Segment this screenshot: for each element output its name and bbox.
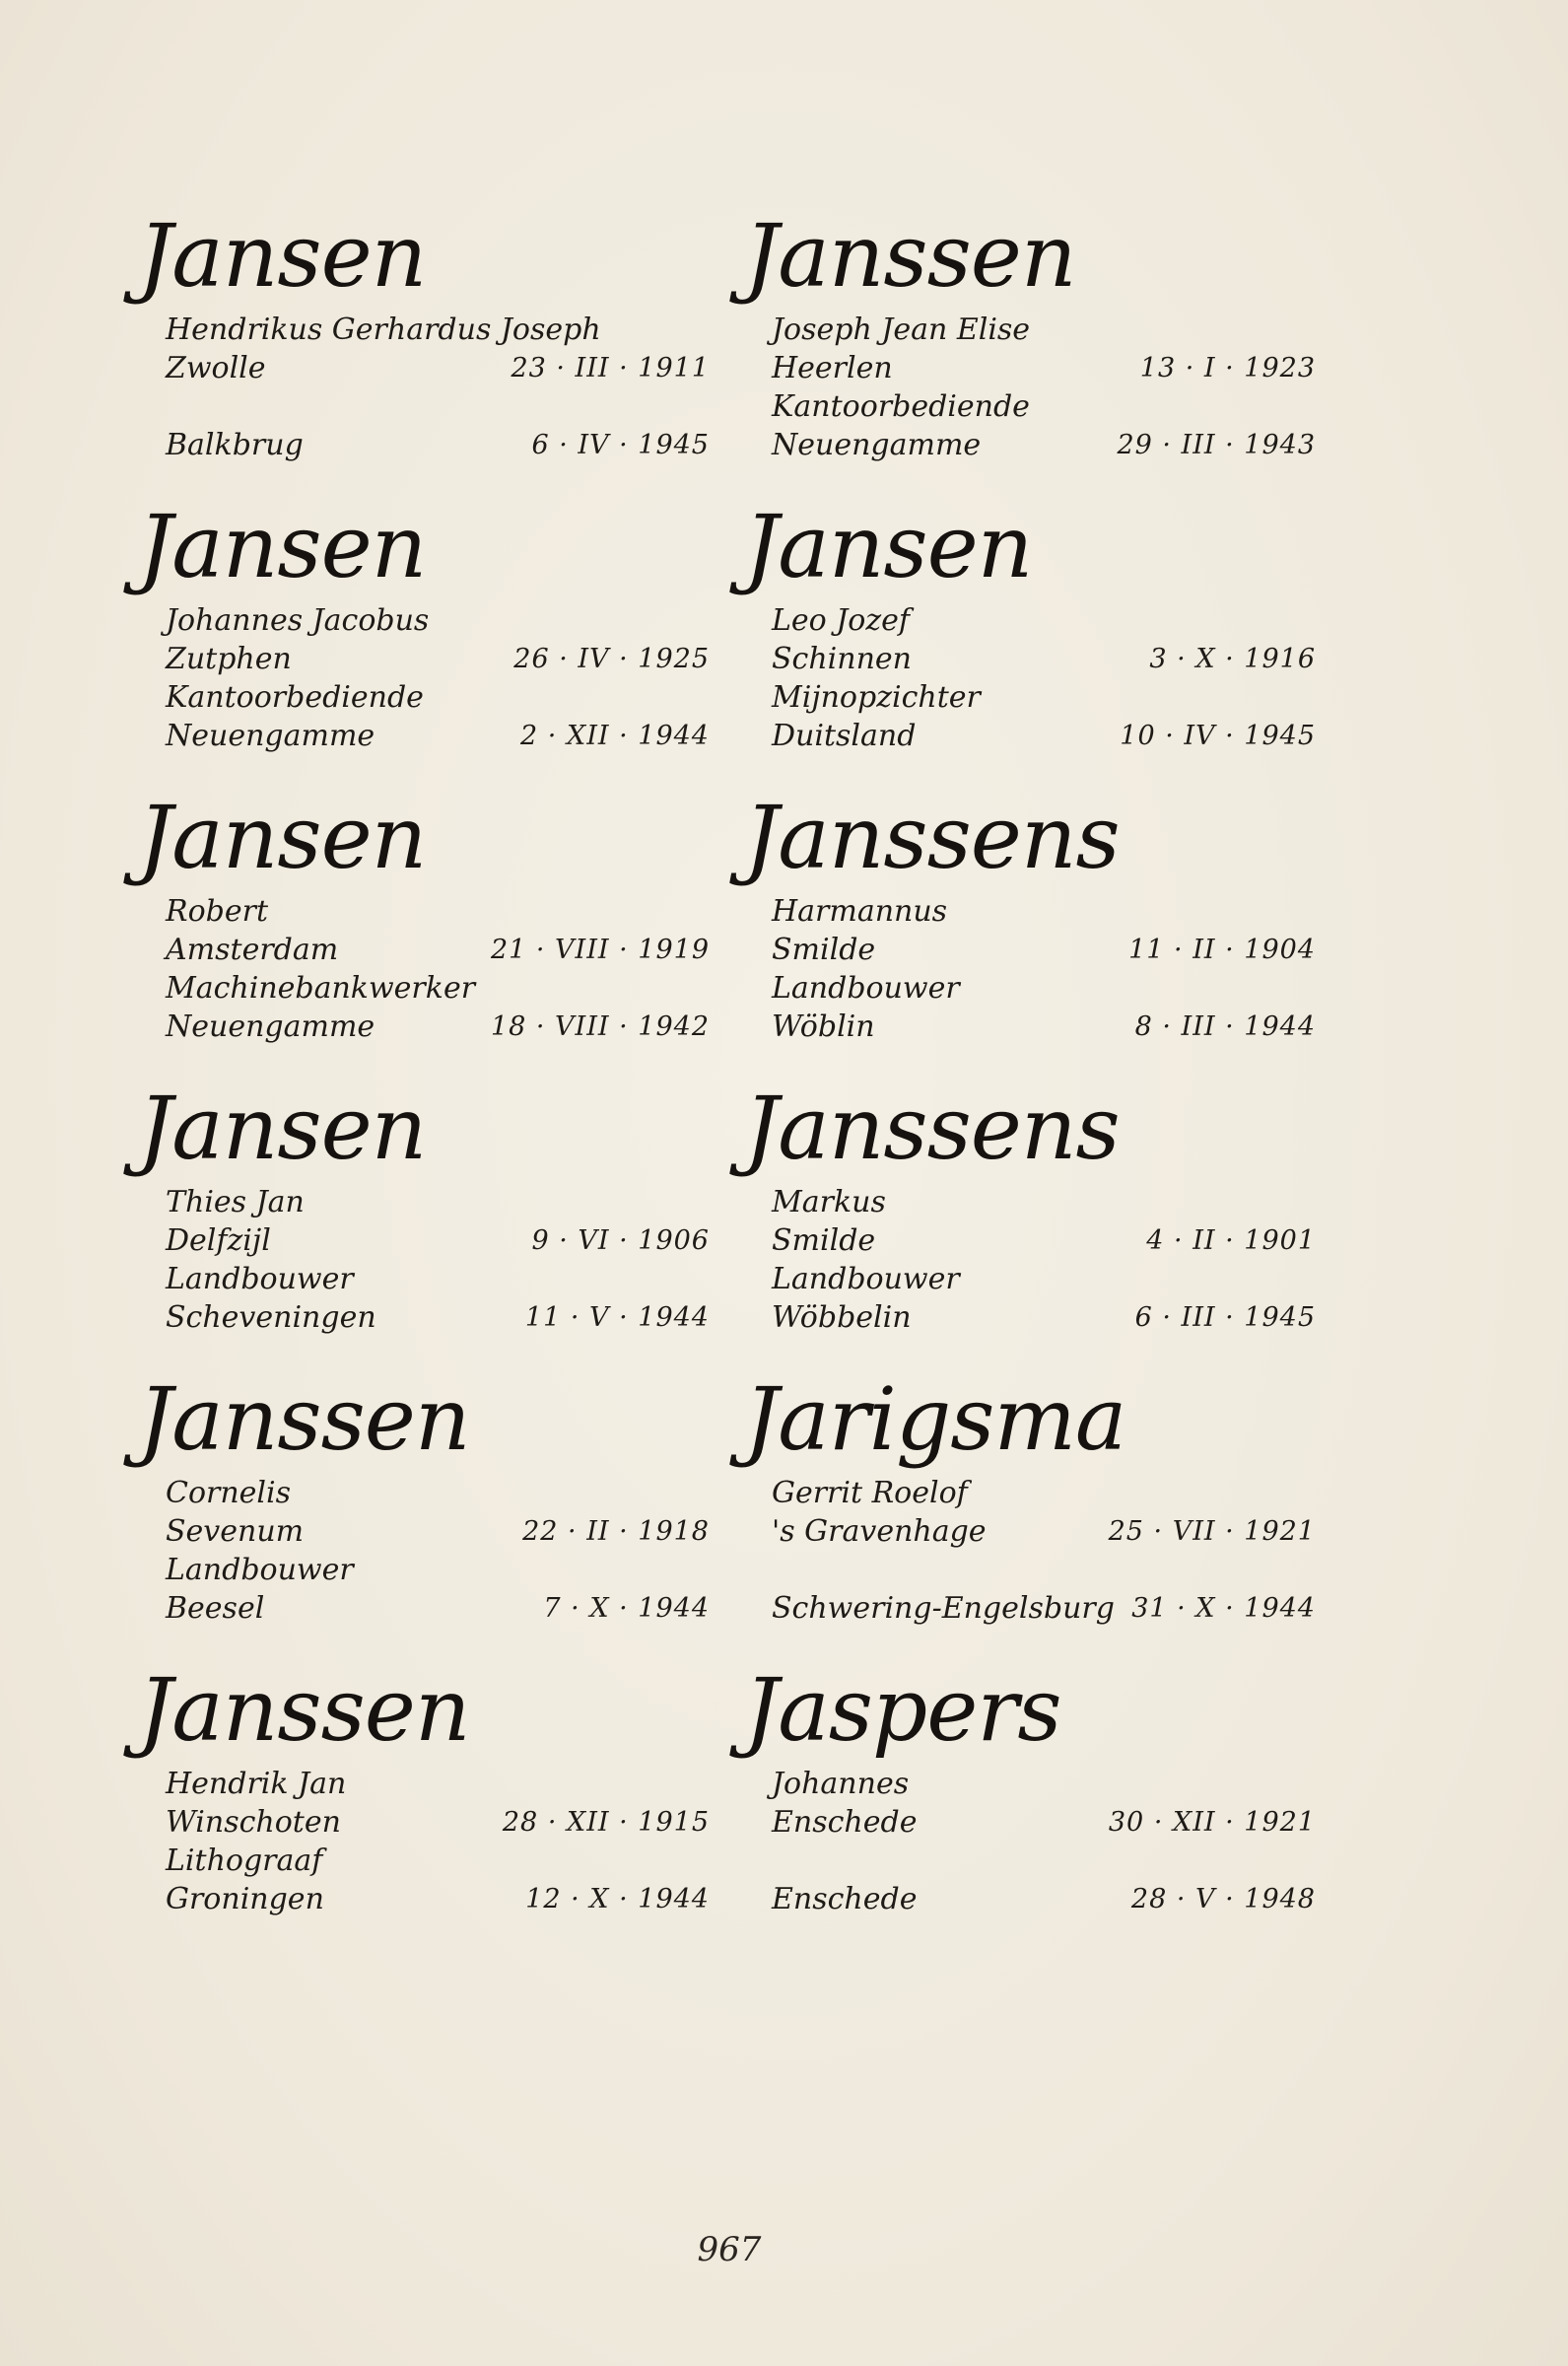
detail-line (166, 969, 710, 1008)
detail-text: Enschede (772, 1882, 918, 1916)
detail-line (166, 1474, 710, 1512)
detail-text: Sevenum (166, 1514, 305, 1549)
detail-line (772, 1008, 1316, 1046)
detail-date: 10 · IV · 1945 (1120, 721, 1316, 751)
detail-text: Harmannus (772, 894, 948, 929)
memorial-entry (744, 202, 1316, 493)
detail-text: Landbouwer (166, 1262, 354, 1296)
detail-date: 2 · XII · 1944 (520, 721, 710, 751)
detail-text: Wöblin (772, 1009, 875, 1044)
detail-text: Scheveningen (166, 1300, 376, 1335)
detail-line (772, 1298, 1316, 1337)
detail-text: Wöbbelin (772, 1300, 912, 1335)
memorial-entry (138, 1656, 710, 1947)
detail-line (772, 387, 1316, 426)
detail-text: Kantoorbediende (166, 680, 424, 715)
detail-line (772, 892, 1316, 931)
detail-line (166, 1880, 710, 1918)
detail-date: 21 · VIII · 1919 (490, 935, 710, 965)
detail-line (166, 1008, 710, 1046)
detail-text: Landbouwer (166, 1553, 354, 1587)
detail-text: Mijnopzichter (772, 680, 981, 715)
detail-text: Gerrit Roelof (772, 1476, 968, 1510)
detail-text: Smilde (772, 933, 876, 967)
detail-line (166, 1765, 710, 1803)
detail-date: 26 · IV · 1925 (513, 644, 710, 674)
memorial-entry (138, 784, 710, 1075)
surname: Janssens (744, 787, 1120, 888)
detail-line (772, 1765, 1316, 1803)
detail-line (166, 1183, 710, 1221)
detail-date: 31 · X · 1944 (1131, 1593, 1316, 1624)
detail-line (166, 1221, 710, 1260)
right-column (744, 202, 1316, 1947)
page-number: 967 (697, 2230, 762, 2269)
surname: Jansen (138, 205, 427, 307)
detail-text: Cornelis (166, 1476, 292, 1510)
detail-line (772, 1880, 1316, 1918)
surname: Jansen (138, 1078, 427, 1179)
detail-text: Winschoten (166, 1805, 341, 1840)
entry-details (772, 1183, 1316, 1337)
detail-text: Neuengamme (166, 719, 375, 753)
detail-date: 29 · III · 1943 (1117, 430, 1316, 460)
detail-line (772, 349, 1316, 387)
left-column (138, 202, 710, 1947)
surname: Janssen (138, 1368, 470, 1470)
detail-line (772, 678, 1316, 717)
detail-line (772, 1842, 1316, 1880)
detail-text: Machinebankwerker (166, 971, 476, 1006)
detail-date: 13 · I · 1923 (1139, 353, 1316, 383)
detail-line (772, 426, 1316, 464)
detail-text: 's Gravenhage (772, 1514, 987, 1549)
entry-details (166, 1765, 710, 1918)
detail-text: Duitsland (772, 719, 917, 753)
detail-line (166, 892, 710, 931)
detail-line (772, 1474, 1316, 1512)
memorial-entry (744, 784, 1316, 1075)
entry-details (772, 601, 1316, 755)
detail-text: Beesel (166, 1591, 265, 1626)
detail-line (166, 717, 710, 755)
detail-line (772, 311, 1316, 349)
surname: Jansen (138, 496, 427, 597)
detail-text: Landbouwer (772, 1262, 960, 1296)
detail-line (166, 640, 710, 678)
detail-line (166, 1842, 710, 1880)
entry-details (166, 1183, 710, 1337)
detail-date: 28 · XII · 1915 (502, 1807, 710, 1838)
detail-line (166, 678, 710, 717)
detail-line (166, 1512, 710, 1551)
detail-text: Johannes Jacobus (166, 603, 430, 638)
detail-line (772, 1512, 1316, 1551)
detail-text: Balkbrug (166, 428, 304, 462)
entry-details (772, 1765, 1316, 1918)
detail-text: Schwering-Engelsburg (772, 1591, 1115, 1626)
detail-text: Hendrikus Gerhardus Joseph (166, 313, 601, 347)
detail-line (772, 931, 1316, 969)
detail-text: Smilde (772, 1223, 876, 1258)
detail-date: 3 · X · 1916 (1149, 644, 1316, 674)
memorial-entry (744, 493, 1316, 784)
detail-line (772, 1589, 1316, 1628)
detail-line (166, 349, 710, 387)
memorial-entry (744, 1656, 1316, 1947)
detail-date: 30 · XII · 1921 (1108, 1807, 1316, 1838)
detail-line (166, 426, 710, 464)
detail-line (166, 931, 710, 969)
detail-text: Neuengamme (772, 428, 982, 462)
detail-date: 28 · V · 1948 (1130, 1884, 1316, 1914)
memorial-entry (138, 493, 710, 784)
detail-date: 18 · VIII · 1942 (490, 1011, 710, 1042)
detail-line (772, 717, 1316, 755)
detail-date: 11 · II · 1904 (1128, 935, 1316, 965)
detail-date: 6 · III · 1945 (1134, 1302, 1316, 1333)
detail-text: Heerlen (772, 351, 893, 385)
entry-details (772, 311, 1316, 464)
memorial-entry (138, 1075, 710, 1365)
detail-line (772, 1221, 1316, 1260)
detail-text: Groningen (166, 1882, 324, 1916)
surname: Janssen (138, 1659, 470, 1761)
detail-date: 25 · VII · 1921 (1108, 1516, 1316, 1547)
detail-line (772, 1803, 1316, 1842)
detail-text: Landbouwer (772, 971, 960, 1006)
surname: Janssen (744, 205, 1076, 307)
detail-text: Schinnen (772, 642, 912, 676)
detail-text: Enschede (772, 1805, 918, 1840)
surname: Jansen (744, 496, 1033, 597)
surname: Jansen (138, 787, 427, 888)
detail-line (166, 1298, 710, 1337)
detail-date: 4 · II · 1901 (1146, 1225, 1316, 1256)
detail-date: 22 · II · 1918 (522, 1516, 710, 1547)
detail-line (772, 969, 1316, 1008)
detail-text: Hendrik Jan (166, 1767, 347, 1801)
detail-line (166, 1589, 710, 1628)
detail-text: Johannes (772, 1767, 910, 1801)
detail-line (772, 640, 1316, 678)
detail-text: Markus (772, 1185, 886, 1219)
entry-details (166, 311, 710, 464)
memorial-entry (138, 202, 710, 493)
detail-text: Joseph Jean Elise (772, 313, 1031, 347)
memorial-entry (744, 1075, 1316, 1365)
detail-date: 9 · VI · 1906 (531, 1225, 710, 1256)
detail-line (166, 1260, 710, 1298)
detail-text: Zutphen (166, 642, 292, 676)
detail-line (166, 311, 710, 349)
detail-line (166, 601, 710, 640)
detail-text: Amsterdam (166, 933, 339, 967)
detail-line (772, 1551, 1316, 1589)
detail-text: Zwolle (166, 351, 266, 385)
entry-details (166, 1474, 710, 1628)
detail-line (166, 1551, 710, 1589)
memorial-entry (138, 1365, 710, 1656)
detail-text: Thies Jan (166, 1185, 305, 1219)
memorial-entry (744, 1365, 1316, 1656)
detail-text: Robert (166, 894, 269, 929)
detail-line (772, 601, 1316, 640)
detail-line (166, 1803, 710, 1842)
detail-text: Lithograaf (166, 1844, 323, 1878)
detail-line (772, 1183, 1316, 1221)
detail-date: 23 · III · 1911 (511, 353, 710, 383)
entry-details (772, 1474, 1316, 1628)
surname: Jarigsma (744, 1368, 1126, 1470)
detail-line (166, 387, 710, 426)
detail-date: 8 · III · 1944 (1134, 1011, 1316, 1042)
detail-date: 11 · V · 1944 (524, 1302, 710, 1333)
entry-details (166, 892, 710, 1046)
detail-text: Delfzijl (166, 1223, 271, 1258)
detail-date: 6 · IV · 1945 (531, 430, 710, 460)
surname: Janssens (744, 1078, 1120, 1179)
detail-line (772, 1260, 1316, 1298)
surname: Jaspers (744, 1659, 1061, 1761)
entry-details (772, 892, 1316, 1046)
detail-date: 12 · X · 1944 (525, 1884, 710, 1914)
detail-text: Kantoorbediende (772, 389, 1030, 424)
detail-date: 7 · X · 1944 (543, 1593, 710, 1624)
detail-text: Leo Jozef (772, 603, 911, 638)
detail-text: Neuengamme (166, 1009, 375, 1044)
entry-details (166, 601, 710, 755)
